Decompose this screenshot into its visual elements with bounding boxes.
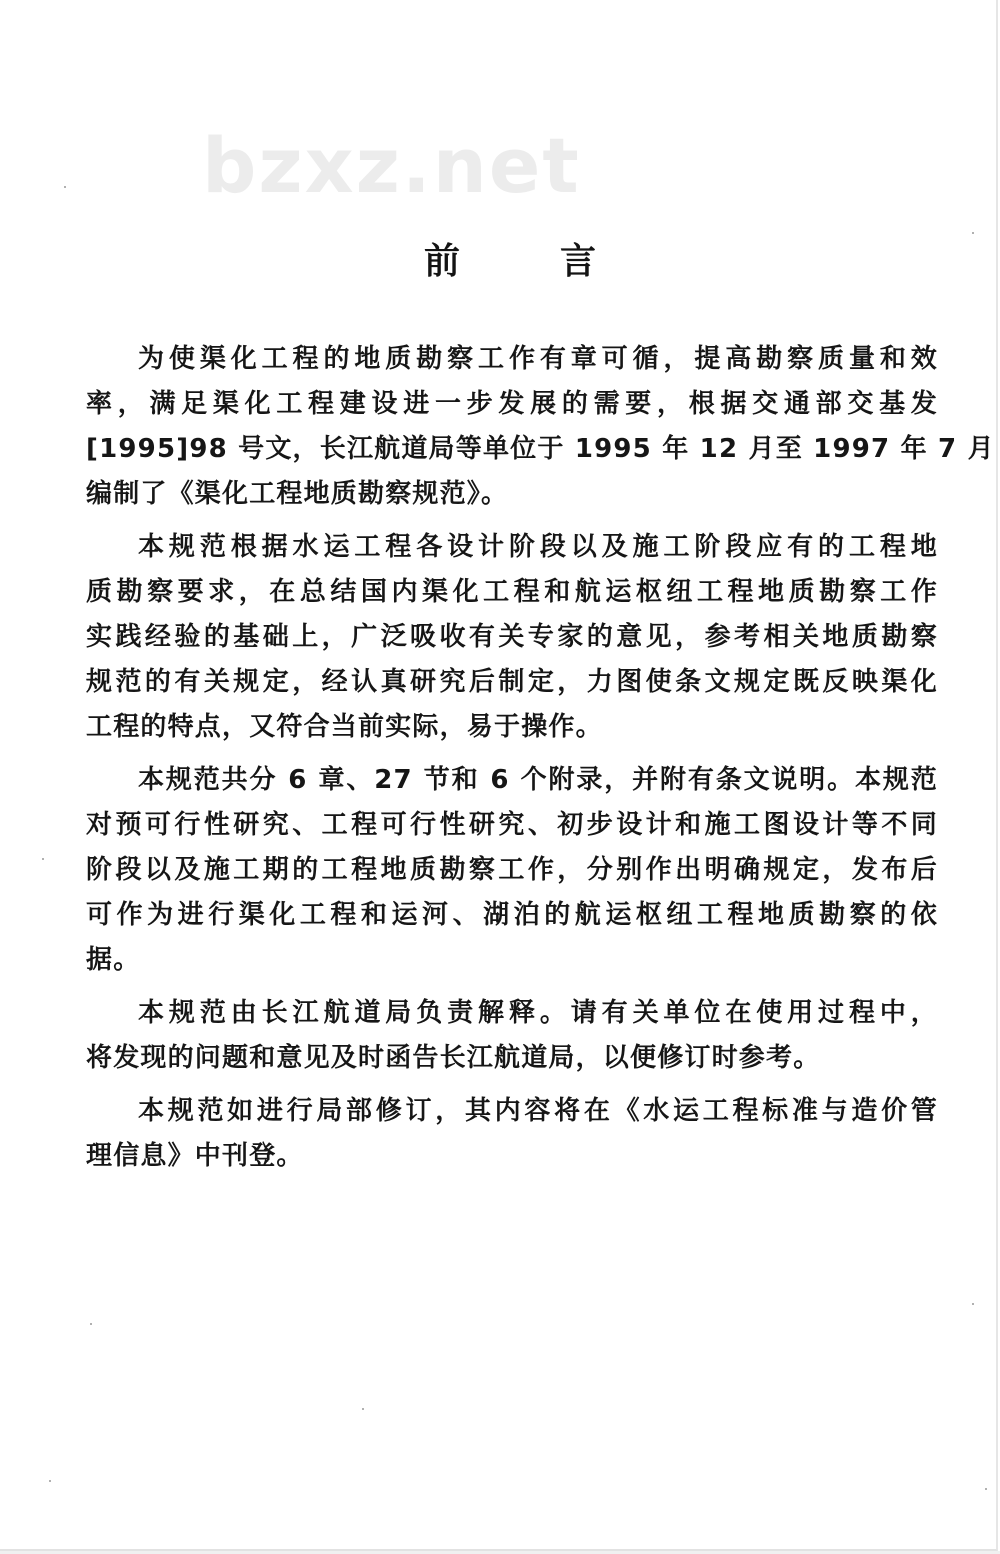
scan-speck: [972, 232, 974, 234]
paragraph-4: [86, 991, 938, 1081]
text-line: 质勘察要求，在总结国内渠化工程和航运枢纽工程地质勘察工作: [86, 577, 938, 607]
scan-speck: [42, 858, 44, 860]
scan-speck: [90, 1323, 92, 1325]
title-char-1: 前: [423, 241, 460, 282]
text-line: 本规范由长江航道局负责解释。请有关单位在使用过程中，: [138, 998, 938, 1028]
scan-speck: [985, 1488, 987, 1490]
paragraph-5: [86, 1089, 938, 1179]
text-line: [1995]98 号文，长江航道局等单位于 1995 年 12 月至 1997 年 7 月: [86, 434, 995, 464]
text-line: 编制了《渠化工程地质勘察规范》。: [86, 479, 509, 509]
scan-speck: [64, 186, 66, 188]
text-line: 为使渠化工程的地质勘察工作有章可循，提高勘察质量和效: [138, 344, 938, 374]
scan-speck: [972, 1303, 974, 1305]
title-char-2: 言: [560, 241, 597, 282]
text-line: 本规范共分 6 章、27 节和 6 个附录，并附有条文说明。本规范: [138, 765, 938, 795]
preface-body: [86, 337, 995, 1179]
text-line: 可作为进行渠化工程和运河、湖泊的航运枢纽工程地质勘察的依: [86, 900, 938, 930]
page-title: [0, 241, 1000, 282]
text-line: 理信息》中刊登。: [86, 1141, 304, 1171]
text-line: 据。: [86, 945, 141, 975]
scan-speck: [49, 1480, 51, 1482]
text-line: 规范的有关规定，经认真研究后制定，力图使条文规定既反映渠化: [86, 667, 938, 697]
scan-speck: [362, 1408, 364, 1410]
text-line: 工程的特点，又符合当前实际，易于操作。: [86, 712, 603, 742]
text-line: 实践经验的基础上，广泛吸收有关专家的意见，参考相关地质勘察: [86, 622, 938, 652]
text-line: 阶段以及施工期的工程地质勘察工作，分别作出明确规定，发布后: [86, 855, 938, 885]
text-line: 将发现的问题和意见及时函告长江航道局，以便修订时参考。: [86, 1043, 821, 1073]
watermark: bzxz.net: [202, 121, 581, 210]
paragraph-1: [86, 337, 995, 517]
text-line: 率，满足渠化工程建设进一步发展的需要，根据交通部交基发: [86, 389, 938, 419]
text-line: 本规范如进行局部修订，其内容将在《水运工程标准与造价管: [138, 1096, 938, 1126]
text-line: 本规范根据水运工程各设计阶段以及施工阶段应有的工程地: [138, 532, 938, 562]
paragraph-2: [86, 525, 938, 750]
text-line: 对预可行性研究、工程可行性研究、初步设计和施工图设计等不同: [86, 810, 938, 840]
paragraph-3: [86, 758, 938, 983]
